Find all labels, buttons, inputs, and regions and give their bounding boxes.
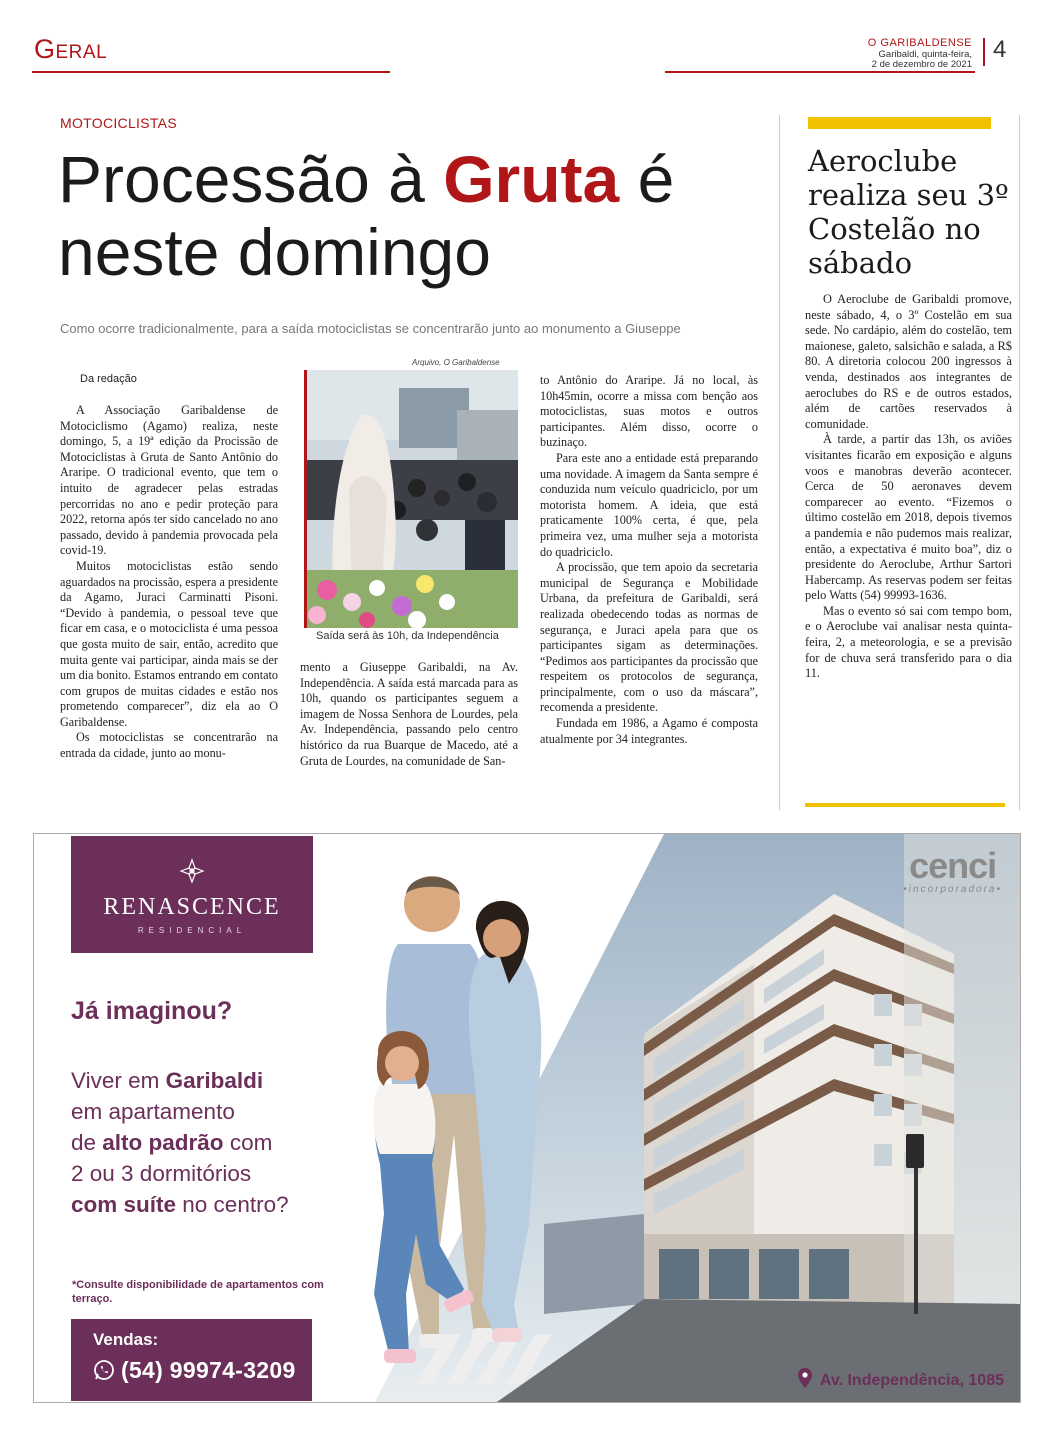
article-headline [58,143,778,289]
procession-photo-icon [307,370,518,628]
sales-contact-box[interactable] [71,1319,312,1401]
brand-name: RENASCENCE [103,894,281,920]
sales-phone[interactable]: (54) 99974-3209 [121,1357,296,1383]
section-title: Geral [34,34,108,64]
edition-date-line2: 2 de dezembro de 2021 [871,58,972,70]
side-article-bottom-bar [805,803,1005,807]
photo-credit: Arquivo, O Garibaldense [412,358,500,367]
headline-part-1: Processão à [58,142,444,216]
brand-subtitle: RESIDENCIAL [137,926,247,935]
paragraph: to Antônio do Araripe. Já no local, às 10h45min, ocorre a missa com benção aos motociclistas, suas motos e outros participantes. Além disso, ocorre o buzinaço. [540,373,758,450]
building-and-family-image [314,834,1021,1403]
sales-label: Vendas: [93,1330,159,1349]
paragraph: Os motociclistas se concentrarão na entrada da cidade, junto ao monu- [60,730,278,761]
paragraph: Fundada em 1986, a Agamo é composta atualmente por 34 integrantes. [540,716,758,746]
copy-emphasis: Garibaldi [165,1068,264,1093]
column-divider [779,115,780,810]
copy-text: Viver em [71,1068,166,1093]
right-column-rule [1019,115,1020,810]
copy-emphasis: com suíte [71,1192,177,1217]
article-column-2 [300,660,518,769]
copy-text: com [223,1130,273,1155]
address-text: Av. Independência, 1085 [819,1372,1004,1389]
builder-logo [903,845,1002,895]
whatsapp-icon [93,1359,115,1381]
builder-name: cenci [909,845,997,886]
article-kicker: MOTOCICLISTAS [60,115,177,131]
headline-highlight: Gruta [443,142,620,216]
newspaper-info [868,38,972,69]
side-article-top-bar [808,117,991,129]
builder-subtitle: •incorporadora• [903,884,1002,895]
header-rule-right [665,71,975,73]
article-column-3 [540,373,758,747]
ad-question: Já imaginou? [71,997,233,1025]
side-article-headline: Aeroclube realiza seu 3º Costelão no sábado [808,144,1009,280]
page-number-divider [983,38,985,66]
side-article-body [805,292,1012,682]
paragraph: A Associação Garibaldense de Motociclismo (Agamo) realiza, neste domingo, 5, a 19ª edição da Procissão de Motociclistas à Gruta de Santo Antônio do Araripe. O tradicional evento, que tem o intuito de agradecer pelas estradas percorridas no ano e pedir proteção para 2022, retorna após ter sido cancelado no ano passado, devido à pandemia provocada pela covid-19. [60,403,278,558]
copy-text: de [71,1130,103,1155]
edition-date-line1: Garibaldi, quinta-feira, [878,48,972,60]
paragraph: A procissão, que tem apoio da secretaria municipal de Segurança e Mobilidade Urbana, da prefeitura de Garibaldi, será realizada obedecendo todas as normas de segurança, e Juraci apela para que os participantes sigam as determinações. “Pedimos aos participantes da procissão que respeitem os protocolos de segurança, principalmente, com o uso da máscara”, recomenda a presidente. [540,560,758,715]
copy-text: em apartamento [71,1099,235,1124]
advertisement[interactable] [33,833,1021,1403]
ad-address [798,1368,1004,1390]
paragraph: À tarde, a partir das 13h, os aviões visitantes ficarão em exposição e alguns voos e manobras deverão acontecer. Cerca de 50 aeronaves devem comparecer ao evento. “Fizemos o último costelão em 2018, depois tivemos a pandemia e não pudemos mais realizar, então, a expectativa é muito boa”, diz o presidente do Aeroclube, Arthur Sartori Habercamp. As reservas podem ser feitas pelo Watts (54) 99993-1636. [805,432,1012,603]
brand-logo-box [71,836,313,953]
newspaper-name: O GARIBALDENSE [867,37,972,49]
paragraph: Mas o evento só sai com tempo bom, e o Aeroclube vai analisar nesta quinta-feira, 2, a meteorologia, e se a previsão for de chuva será transferido para o dia 11. [805,603,1012,681]
article-column-1 [60,403,278,762]
copy-emphasis: alto padrão [102,1130,224,1155]
paragraph: Muitos motociclistas estão sendo aguardados na procissão, espera a presidente da Agamo, Juraci Carminatti Pisoni. “Devido à pandemia, o pessoal teve que ficar em casa, e o motociclista é uma pessoa que gosta muito de sair, então, acredito que muita gente vai participar, ainda mais se der um dia bonito. Estamos entrando em contato com grupos de muitas cidades e estão nos prometendo comparecer”, diz ela ao O Garibaldense. [60,558,278,729]
ad-disclaimer: *Consulte disponibilidade de apartamentos com terraço. [72,1279,324,1305]
header-rule-left [32,71,390,73]
article-byline: Da redação [80,373,137,385]
copy-text: 2 ou 3 dormitórios [71,1161,252,1186]
paragraph: Para este ano a entidade está preparando uma novidade. A imagem da Santa sempre é conduzida num veículo quadriciclo, por um motorista homem. A ideia, que está praticamente 100% certa, é que, pela primeira vez, uma mulher seja a motorista do quadriciclo. [540,450,758,559]
copy-text: no centro? [176,1192,289,1217]
photo-caption: Saída será às 10h, da Independência [316,630,499,642]
paragraph: O Aeroclube de Garibaldi promove, neste sábado, 4, o 3º Costelão em sua sede. No cardápio, além do costelão, tem maionese, galeto, salsichão e salada, a R$ 80. A diretoria colocou 200 ingressos à venda, destinados aos integrantes de aeroclubes do RS e de outros estados, além de cartões reservados à comunidade. [805,292,1012,431]
article-photo [304,370,518,628]
location-pin-icon [798,1368,812,1388]
headline-part-2: é neste domingo [58,142,675,289]
article-subtitle: Como ocorre tradicionalmente, para a saída motociclistas se concentrarão junto ao monumento a Giuseppe [60,321,681,336]
ornament-icon [179,858,205,884]
paragraph: mento a Giuseppe Garibaldi, na Av. Independência. A saída está marcada para as 10h, quando os participantes seguem a imagem de Nossa Senhora de Lourdes, pela Av. Independência, passando pelo centro histórico da rua Buarque de Macedo, até a Gruta de Lourdes, na comunidade de San- [300,660,518,768]
page-number: 4 [993,36,1007,63]
ad-copy [71,1065,289,1220]
